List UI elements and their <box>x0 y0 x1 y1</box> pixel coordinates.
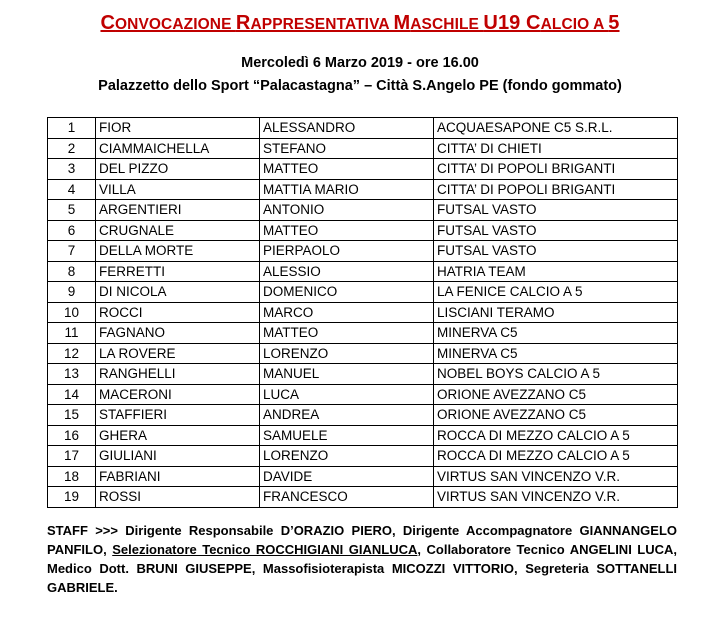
player-number: 13 <box>48 364 96 385</box>
table-row <box>48 179 678 200</box>
player-club: ROCCA DI MEZZO CALCIO A 5 <box>434 446 678 467</box>
player-surname: LA ROVERE <box>96 343 260 364</box>
player-name: LUCA <box>260 384 434 405</box>
player-name: DAVIDE <box>260 466 434 487</box>
player-club: VIRTUS SAN VINCENZO V.R. <box>434 466 678 487</box>
player-surname: CIAMMAICHELLA <box>96 138 260 159</box>
player-number: 6 <box>48 220 96 241</box>
table-row <box>48 446 678 467</box>
player-surname: DEL PIZZO <box>96 159 260 180</box>
player-name: ALESSANDRO <box>260 118 434 139</box>
player-number: 15 <box>48 405 96 426</box>
player-club: HATRIA TEAM <box>434 261 678 282</box>
player-surname: GHERA <box>96 425 260 446</box>
player-number: 1 <box>48 118 96 139</box>
player-surname: FIOR <box>96 118 260 139</box>
title-big-1: C <box>100 12 116 34</box>
table-row <box>48 384 678 405</box>
player-name: MATTEO <box>260 159 434 180</box>
table-row <box>48 425 678 446</box>
table-row <box>48 241 678 262</box>
player-number: 18 <box>48 466 96 487</box>
table-row <box>48 343 678 364</box>
player-club: ACQUAESAPONE C5 S.R.L. <box>434 118 678 139</box>
player-name: DOMENICO <box>260 282 434 303</box>
table-row <box>48 118 678 139</box>
table-row <box>48 138 678 159</box>
player-number: 7 <box>48 241 96 262</box>
staff-line-4: GABRIELE. <box>47 580 118 595</box>
player-name: PIERPAOLO <box>260 241 434 262</box>
player-surname: FERRETTI <box>96 261 260 282</box>
player-surname: GIULIANI <box>96 446 260 467</box>
title-small-3: ASCHILE <box>410 16 484 33</box>
player-name: FRANCESCO <box>260 487 434 508</box>
title-small-2: APPRESENTATIVA <box>250 16 394 33</box>
player-name: MANUEL <box>260 364 434 385</box>
players-table-body <box>48 118 678 508</box>
player-surname: VILLA <box>96 179 260 200</box>
player-club: NOBEL BOYS CALCIO A 5 <box>434 364 678 385</box>
player-name: LORENZO <box>260 446 434 467</box>
table-row <box>48 364 678 385</box>
event-venue: Palazzetto dello Sport “Palacastagna” – Città S.Angelo PE (fondo gommato) <box>98 78 622 94</box>
player-number: 19 <box>48 487 96 508</box>
player-number: 2 <box>48 138 96 159</box>
staff-line-3: Medico Dott. BRUNI GIUSEPPE, Massofisioterapista MICOZZI VITTORIO, Segreteria SOTTANELLI <box>47 561 677 576</box>
player-surname: ROCCI <box>96 302 260 323</box>
player-name: MATTEO <box>260 323 434 344</box>
player-club: VIRTUS SAN VINCENZO V.R. <box>434 487 678 508</box>
player-name: STEFANO <box>260 138 434 159</box>
title-small-4: ALCIO A <box>540 16 609 33</box>
player-name: ANDREA <box>260 405 434 426</box>
table-row <box>48 487 678 508</box>
player-surname: ARGENTIERI <box>96 200 260 221</box>
player-number: 16 <box>48 425 96 446</box>
player-number: 12 <box>48 343 96 364</box>
player-number: 14 <box>48 384 96 405</box>
staff-line-1: STAFF >>> Dirigente Responsabile D’ORAZIO PIERO, Dirigente Accompagnatore GIANNANGELO <box>47 523 677 538</box>
player-club: FUTSAL VASTO <box>434 200 678 221</box>
player-surname: RANGHELLI <box>96 364 260 385</box>
player-name: MATTIA MARIO <box>260 179 434 200</box>
player-surname: FAGNANO <box>96 323 260 344</box>
player-name: LORENZO <box>260 343 434 364</box>
player-name: MARCO <box>260 302 434 323</box>
player-surname: FABRIANI <box>96 466 260 487</box>
title-big-4: U19 C <box>483 12 541 34</box>
table-row <box>48 466 678 487</box>
player-number: 4 <box>48 179 96 200</box>
player-club: ORIONE AVEZZANO C5 <box>434 405 678 426</box>
player-number: 10 <box>48 302 96 323</box>
player-surname: CRUGNALE <box>96 220 260 241</box>
player-club: MINERVA C5 <box>434 323 678 344</box>
staff-line-2-start: PANFILO, <box>47 542 113 557</box>
table-row <box>48 302 678 323</box>
player-surname: DELLA MORTE <box>96 241 260 262</box>
player-surname: DI NICOLA <box>96 282 260 303</box>
title-small-1: ONVOCAZIONE <box>115 16 236 33</box>
player-name: SAMUELE <box>260 425 434 446</box>
player-club: LA FENICE CALCIO A 5 <box>434 282 678 303</box>
table-row <box>48 159 678 180</box>
staff-line-2 <box>47 540 677 559</box>
table-row <box>48 261 678 282</box>
title-big-5: 5 <box>608 12 620 34</box>
player-name: ANTONIO <box>260 200 434 221</box>
table-row <box>48 220 678 241</box>
player-number: 5 <box>48 200 96 221</box>
staff-line-2-end: , Collaboratore Tecnico ANGELINI LUCA, <box>417 542 678 557</box>
player-club: ORIONE AVEZZANO C5 <box>434 384 678 405</box>
title-big-2: R <box>235 12 251 34</box>
player-club: CITTA’ DI POPOLI BRIGANTI <box>434 179 678 200</box>
table-row <box>48 405 678 426</box>
player-name: MATTEO <box>260 220 434 241</box>
event-date: Mercoledì 6 Marzo 2019 - ore 16.00 <box>241 55 479 71</box>
player-club: MINERVA C5 <box>434 343 678 364</box>
player-number: 17 <box>48 446 96 467</box>
player-number: 9 <box>48 282 96 303</box>
staff-paragraph <box>47 521 677 597</box>
document-title <box>0 12 720 35</box>
table-row <box>48 282 678 303</box>
player-surname: ROSSI <box>96 487 260 508</box>
title-big-3: M <box>393 12 411 34</box>
player-club: LISCIANI TERAMO <box>434 302 678 323</box>
player-number: 11 <box>48 323 96 344</box>
player-number: 3 <box>48 159 96 180</box>
player-club: FUTSAL VASTO <box>434 220 678 241</box>
player-name: ALESSIO <box>260 261 434 282</box>
player-club: CITTA’ DI CHIETI <box>434 138 678 159</box>
player-number: 8 <box>48 261 96 282</box>
table-row <box>48 200 678 221</box>
staff-selezionatore: Selezionatore Tecnico ROCCHIGIANI GIANLUCA <box>112 542 418 557</box>
table-row <box>48 323 678 344</box>
player-club: CITTA’ DI POPOLI BRIGANTI <box>434 159 678 180</box>
player-club: FUTSAL VASTO <box>434 241 678 262</box>
player-club: ROCCA DI MEZZO CALCIO A 5 <box>434 425 678 446</box>
players-table <box>47 117 678 508</box>
player-surname: MACERONI <box>96 384 260 405</box>
player-surname: STAFFIERI <box>96 405 260 426</box>
